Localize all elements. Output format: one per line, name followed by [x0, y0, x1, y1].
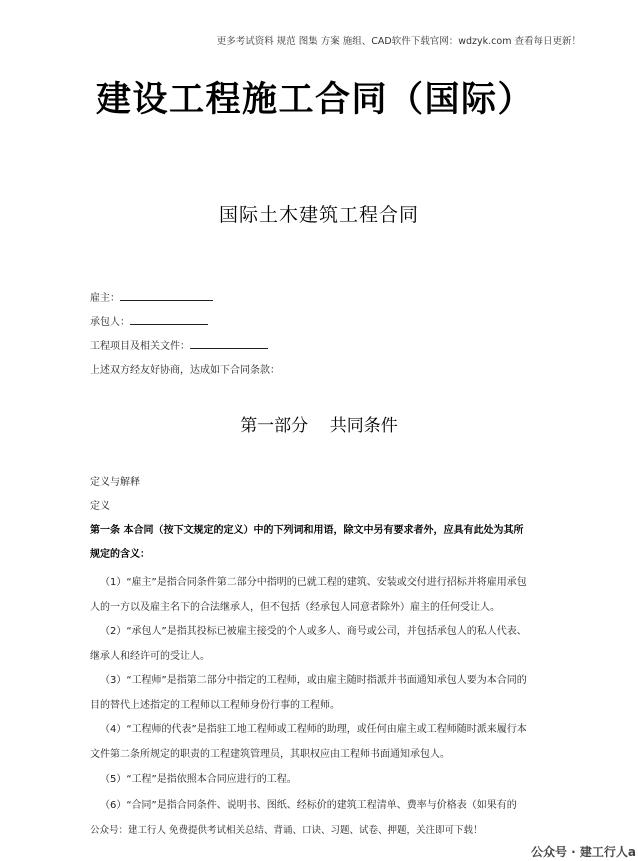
contractor-field — [90, 313, 208, 328]
contractor-blank — [130, 314, 208, 325]
clause-2-line1: （2）“承包人”是指其投标已被雇主接受的个人或多人、商号或公司，并包括承包人的私人代表、 — [100, 626, 527, 637]
project-label: 工程项目及相关文件： — [90, 341, 190, 352]
clause-1-line1: （1）“雇主”是指合同条件第二部分中指明的已就工程的建筑、安装或交付进行招标并将雇用承包 — [100, 577, 527, 588]
project-field — [90, 337, 268, 352]
definitions-heading: 定义与解释 — [90, 477, 140, 488]
clause-3-line1: （3）“工程师”是指第二部分中指定的工程师，或由雇主随时指派并书面通知承包人要为本合同的 — [100, 675, 527, 686]
employer-field — [90, 289, 213, 304]
intro-text: 上述双方经友好协商，达成如下合同条款： — [90, 365, 280, 376]
clause-5-line1: （5）“工程”是指依照本合同应进行的工程。 — [100, 774, 297, 785]
clause-2-line2: 继承人和经许可的受让人。 — [90, 651, 210, 662]
clause-4-line1: （4）“工程师的代表”是指驻工地工程师或工程师的助理，或任何由雇主或工程师随时派来履行本 — [100, 724, 527, 735]
clause-4-line2: 文件第二条所规定的职责的工程建筑管理员，其职权应由工程师书面通知承包人。 — [90, 749, 450, 760]
clause-1-line2: 人的一方以及雇主名下的合法继承人，但不包括（经承包人同意者除外）雇主的任何受让人。 — [90, 602, 500, 613]
footer-promo: 公众号：建工行人 免费提供考试相关总结、背诵、口诀、习题、试卷、押题，关注即可下载！ — [90, 825, 483, 836]
article-1-line2: 规定的含义： — [90, 549, 150, 560]
document-subtitle: 国际土木建筑工程合同 — [218, 204, 419, 226]
clause-3-line2: 目的替代上述指定的工程师以工程师身份行事的工程师。 — [90, 700, 340, 711]
employer-blank — [120, 290, 213, 301]
document-title: 建设工程施工合同（国际） — [96, 79, 535, 120]
contractor-label: 承包人： — [90, 317, 130, 328]
wechat-watermark: 公众号 · 建工行人a — [530, 845, 636, 859]
clause-6-line1: （6）“合同”是指合同条件、说明书、图纸、经标价的建筑工程清单、费率与价格表（如果有的 — [100, 800, 517, 811]
article-1-line1: 第一条 本合同（按下文规定的定义）中的下列词和用语，除文中另有要求者外，应具有此处为其所 — [90, 525, 524, 536]
header-note: 更多考试资料 规范 图集 方案 施组、CAD软件下载官网：wdzyk.com 查看每日更新！ — [216, 36, 581, 47]
part-title: 第一部分 共同条件 — [240, 416, 398, 436]
definitions-subheading: 定义 — [90, 501, 110, 512]
employer-label: 雇主： — [90, 293, 120, 304]
project-blank — [190, 338, 268, 349]
